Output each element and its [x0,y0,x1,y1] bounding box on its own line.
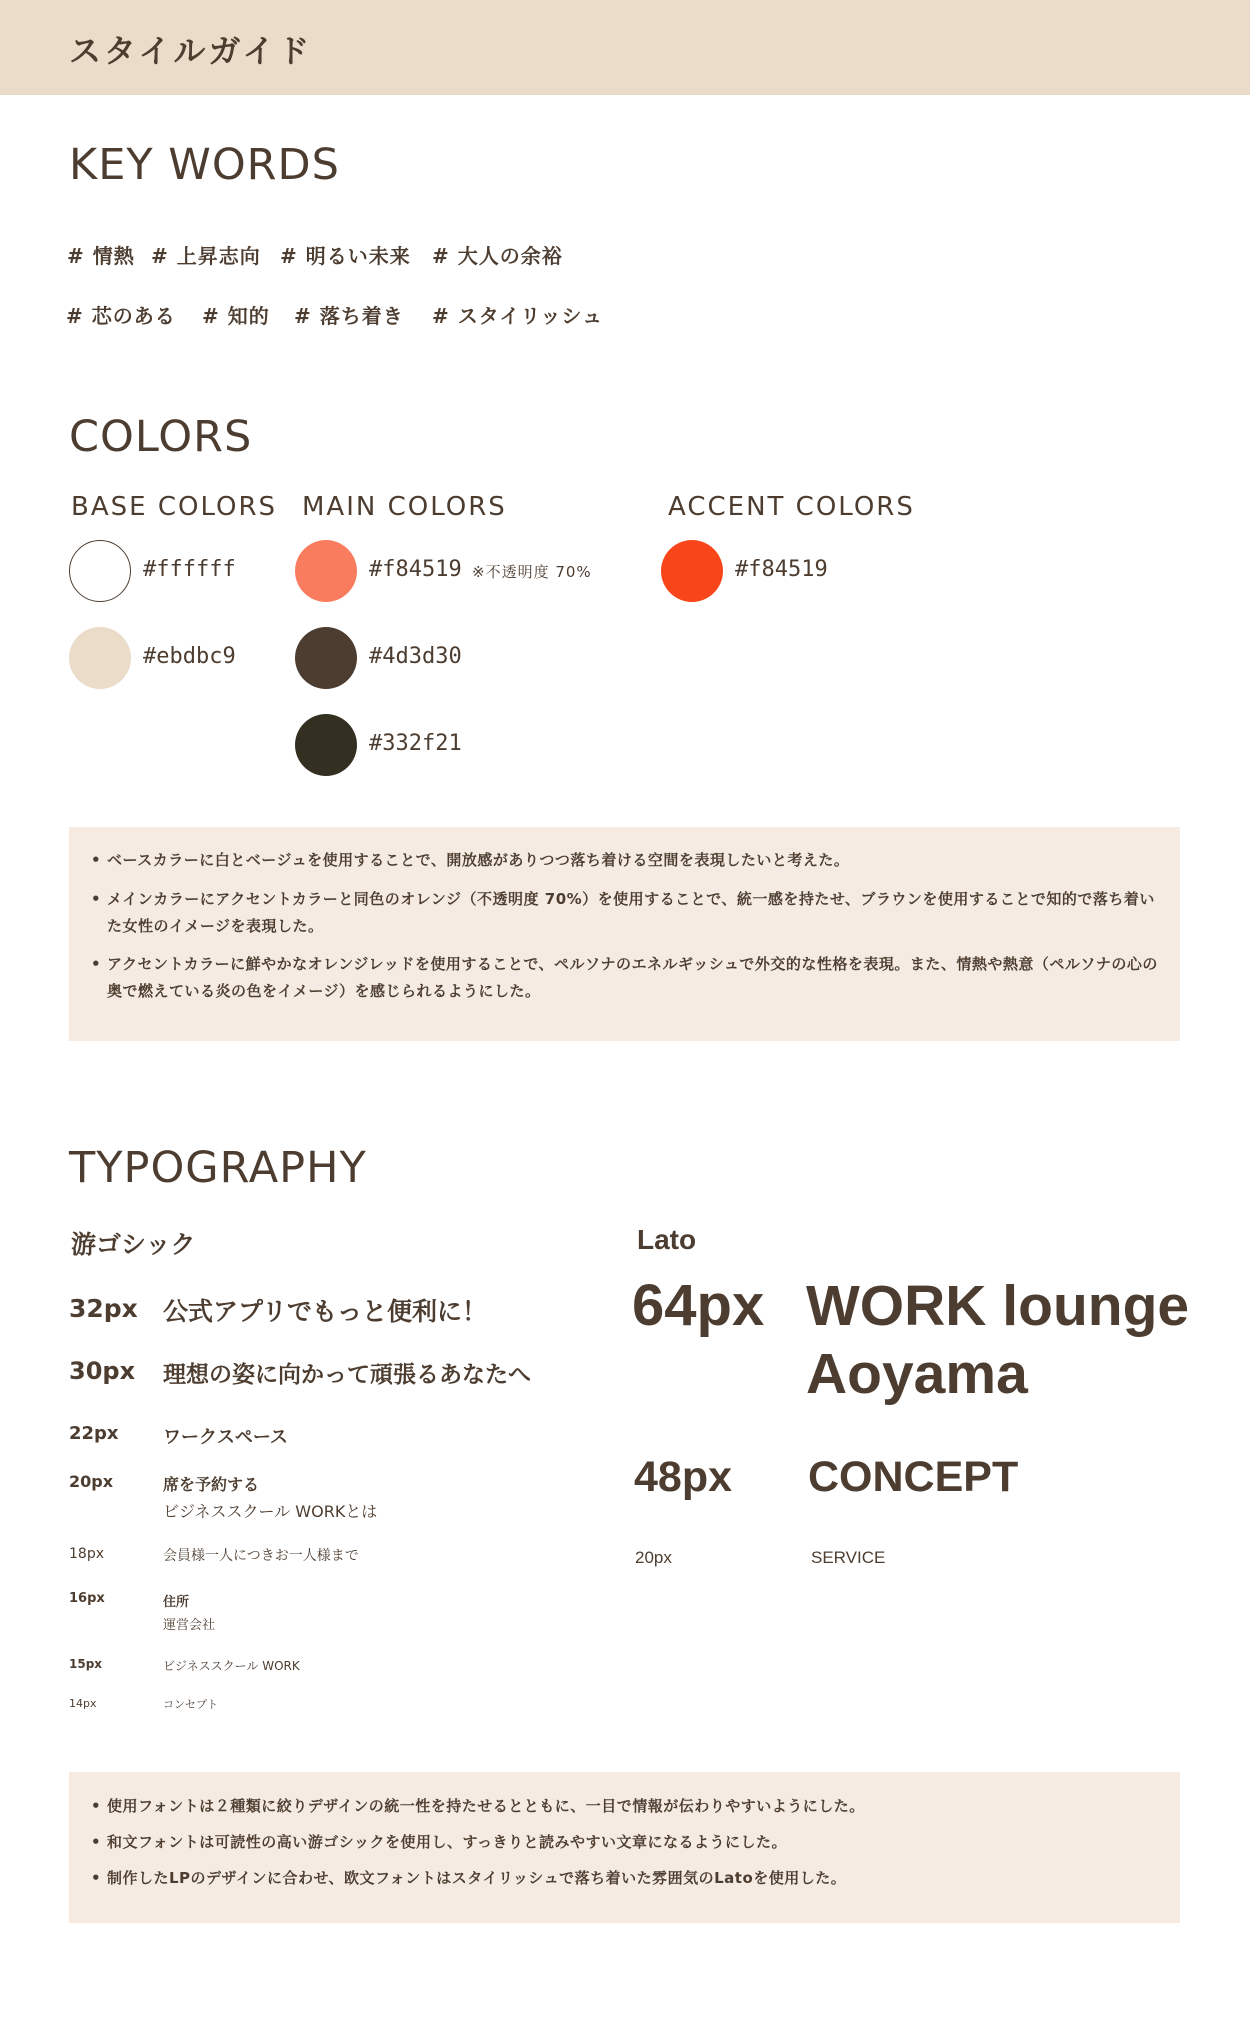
type-size-label: 64px [632,1273,765,1338]
colors-note: ベースカラーに白とベージュを使用することで、開放感がありつつ落ち着ける空間を表現したいと考えた。 [107,851,850,869]
type-sample: コンセプト [163,1698,218,1711]
color-hex: #4d3d30 [369,644,462,669]
type-sample: SERVICE [811,1548,886,1567]
type-size-label: 20px [635,1548,672,1567]
color-swatch [295,540,357,602]
base-colors-title: BASE COLORS [71,492,278,522]
typography-note: 制作したLPのデザインに合わせ、欧文フォントはスタイリッシュで落ち着いた雰囲気のLatoを使用した。 [107,1869,847,1887]
keyword-tag: # 明るい未来 [280,244,411,268]
type-size-label: 20px [69,1472,114,1491]
keyword-tag: # 大人の余裕 [432,244,563,268]
type-size-label: 18px [69,1546,104,1562]
keyword-tag: # 知的 [202,304,270,328]
colors-notes-box: • ベースカラーに白とベージュを使用することで、開放感がありつつ落ち着ける空間を表現したいと考えた。 • メインカラーにアクセントカラーと同色のオレンジ（不透明度 70%）を使用することで、統一感を持たせ、ブラウンを使用することで知的で落ち着いた女性のイメージを表現した。 • アクセントカラーに鮮やかなオレンジレッドを使用することで、ペルソナのエネルギッシュで外交的な性格を表現。また、情熱や熱意（ペルソナの心の奥で燃えている炎の色をイメージ）を感じられるようにした。 [69,827,1180,1041]
color-swatch [661,540,723,602]
type-sample: ビジネススクール WORKとは [163,1502,378,1521]
keyword-tag: # 芯のある [66,304,176,328]
type-sample: 理想の姿に向かって頑張るあなたへ [163,1362,531,1388]
colors-note: アクセントカラーに鮮やかなオレンジレッドを使用することで、ペルソナのエネルギッシュで外交的な性格を表現。また、情熱や熱意（ペルソナの心の奥で燃えている炎の色をイメージ）を感じられるようにした。 [107,955,1158,1000]
colors-note: メインカラーにアクセントカラーと同色のオレンジ（不透明度 70%）を使用することで、統一感を持たせ、ブラウンを使用することで知的で落ち着いた女性のイメージを表現した。 [107,890,1155,935]
page-header [0,0,1250,95]
lato-font-title: Lato [637,1224,697,1255]
keywords-title: KEY WORDS [69,140,340,190]
type-sample: CONCEPT [808,1453,1019,1501]
type-sample: 席を予約する [163,1475,260,1494]
gothic-font-title: 游ゴシック [71,1230,196,1259]
type-size-label: 48px [634,1453,733,1501]
color-hex: #332f21 [369,731,462,756]
main-colors-title: MAIN COLORS [302,492,507,522]
opacity-note: ※不透明度 70% [472,563,592,581]
type-sample: 住所 [163,1595,190,1610]
type-sample: ワークスペース [163,1427,288,1448]
type-sample: 会員様一人につきお一人様まで [163,1548,359,1564]
color-swatch [295,627,357,689]
type-sample: 運営会社 [163,1618,216,1633]
color-hex: #f84519 [369,557,462,582]
type-size-label: 15px [69,1657,103,1671]
keyword-tag: # 情熱 [67,244,135,268]
color-hex: #f84519 [735,557,828,582]
typography-notes-box: • 使用フォントは２種類に絞りデザインの統一性を持たせるとともに、一目で情報が伝わりやすいようにした。 • 和文フォントは可読性の高い游ゴシックを使用し、すっきりと読みやすい文章になるようにした。 • 制作したLPのデザインに合わせ、欧文フォントはスタイリッシュで落ち着いた雰囲気のLatoを使用した。 [69,1772,1180,1923]
typography-note: 和文フォントは可読性の高い游ゴシックを使用し、すっきりと読みやすい文章になるようにした。 [107,1833,788,1851]
color-swatch [69,540,131,602]
type-size-label: 30px [69,1357,136,1385]
typography-title: TYPOGRAPHY [69,1143,367,1193]
type-sample: ビジネススクール WORK [163,1659,300,1673]
color-hex: #ebdbc9 [143,644,236,669]
colors-title: COLORS [69,412,253,462]
keyword-tag: # 上昇志向 [151,244,261,268]
page-title: スタイルガイド [69,32,313,70]
keyword-tag: # 落ち着き [294,304,404,328]
type-sample: 公式アプリでもっと便利に！ [163,1297,488,1326]
type-size-label: 32px [69,1294,138,1323]
type-size-label: 16px [69,1591,105,1606]
type-size-label: 14px [69,1697,97,1710]
type-size-label: 22px [69,1423,119,1444]
color-hex: #ffffff [143,557,236,582]
keyword-tag: # スタイリッシュ [432,304,604,328]
accent-colors-title: ACCENT COLORS [668,492,915,522]
type-sample: WORK lounge [806,1274,1190,1338]
type-sample: Aoyama [806,1342,1028,1406]
color-swatch [295,714,357,776]
typography-note: 使用フォントは２種類に絞りデザインの統一性を持たせるとともに、一目で情報が伝わりやすいようにした。 [107,1797,865,1815]
color-swatch [69,627,131,689]
